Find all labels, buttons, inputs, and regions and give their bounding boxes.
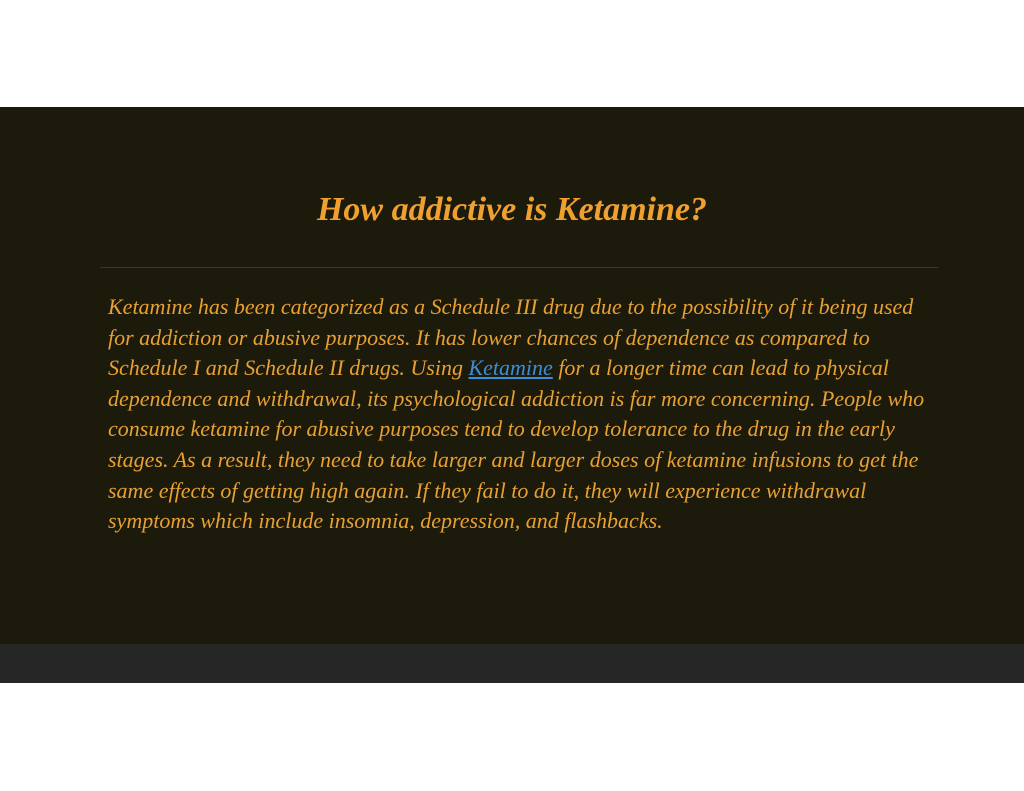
slide-footer-bar <box>0 644 1024 683</box>
slide-panel <box>0 107 1024 644</box>
paragraph-text-before-link: Ketamine has been categorized as a Schedule III drug due to the possibility of it being used for addiction or abusive purposes. It has lower chances of dependence as compared to Schedule I and Schedule II drugs. Using <box>108 294 914 381</box>
slide-body-paragraph <box>108 292 938 537</box>
ketamine-link[interactable]: Ketamine <box>468 355 553 381</box>
slide-title: How addictive is Ketamine? <box>316 191 708 228</box>
paragraph-text-after-link: for a longer time can lead to physical dependence and withdrawal, its psychological addiction is far more concerning. People who consume ketamine for abusive purposes tend to develop tolerance to the drug in the early stages. As a result, they need to take larger and larger doses of ketamine infusions to get the same effects of getting high again. If they fail to do it, they will experience withdrawal symptoms which include insomnia, depression, and flashbacks. <box>108 355 925 534</box>
title-divider <box>100 267 938 268</box>
